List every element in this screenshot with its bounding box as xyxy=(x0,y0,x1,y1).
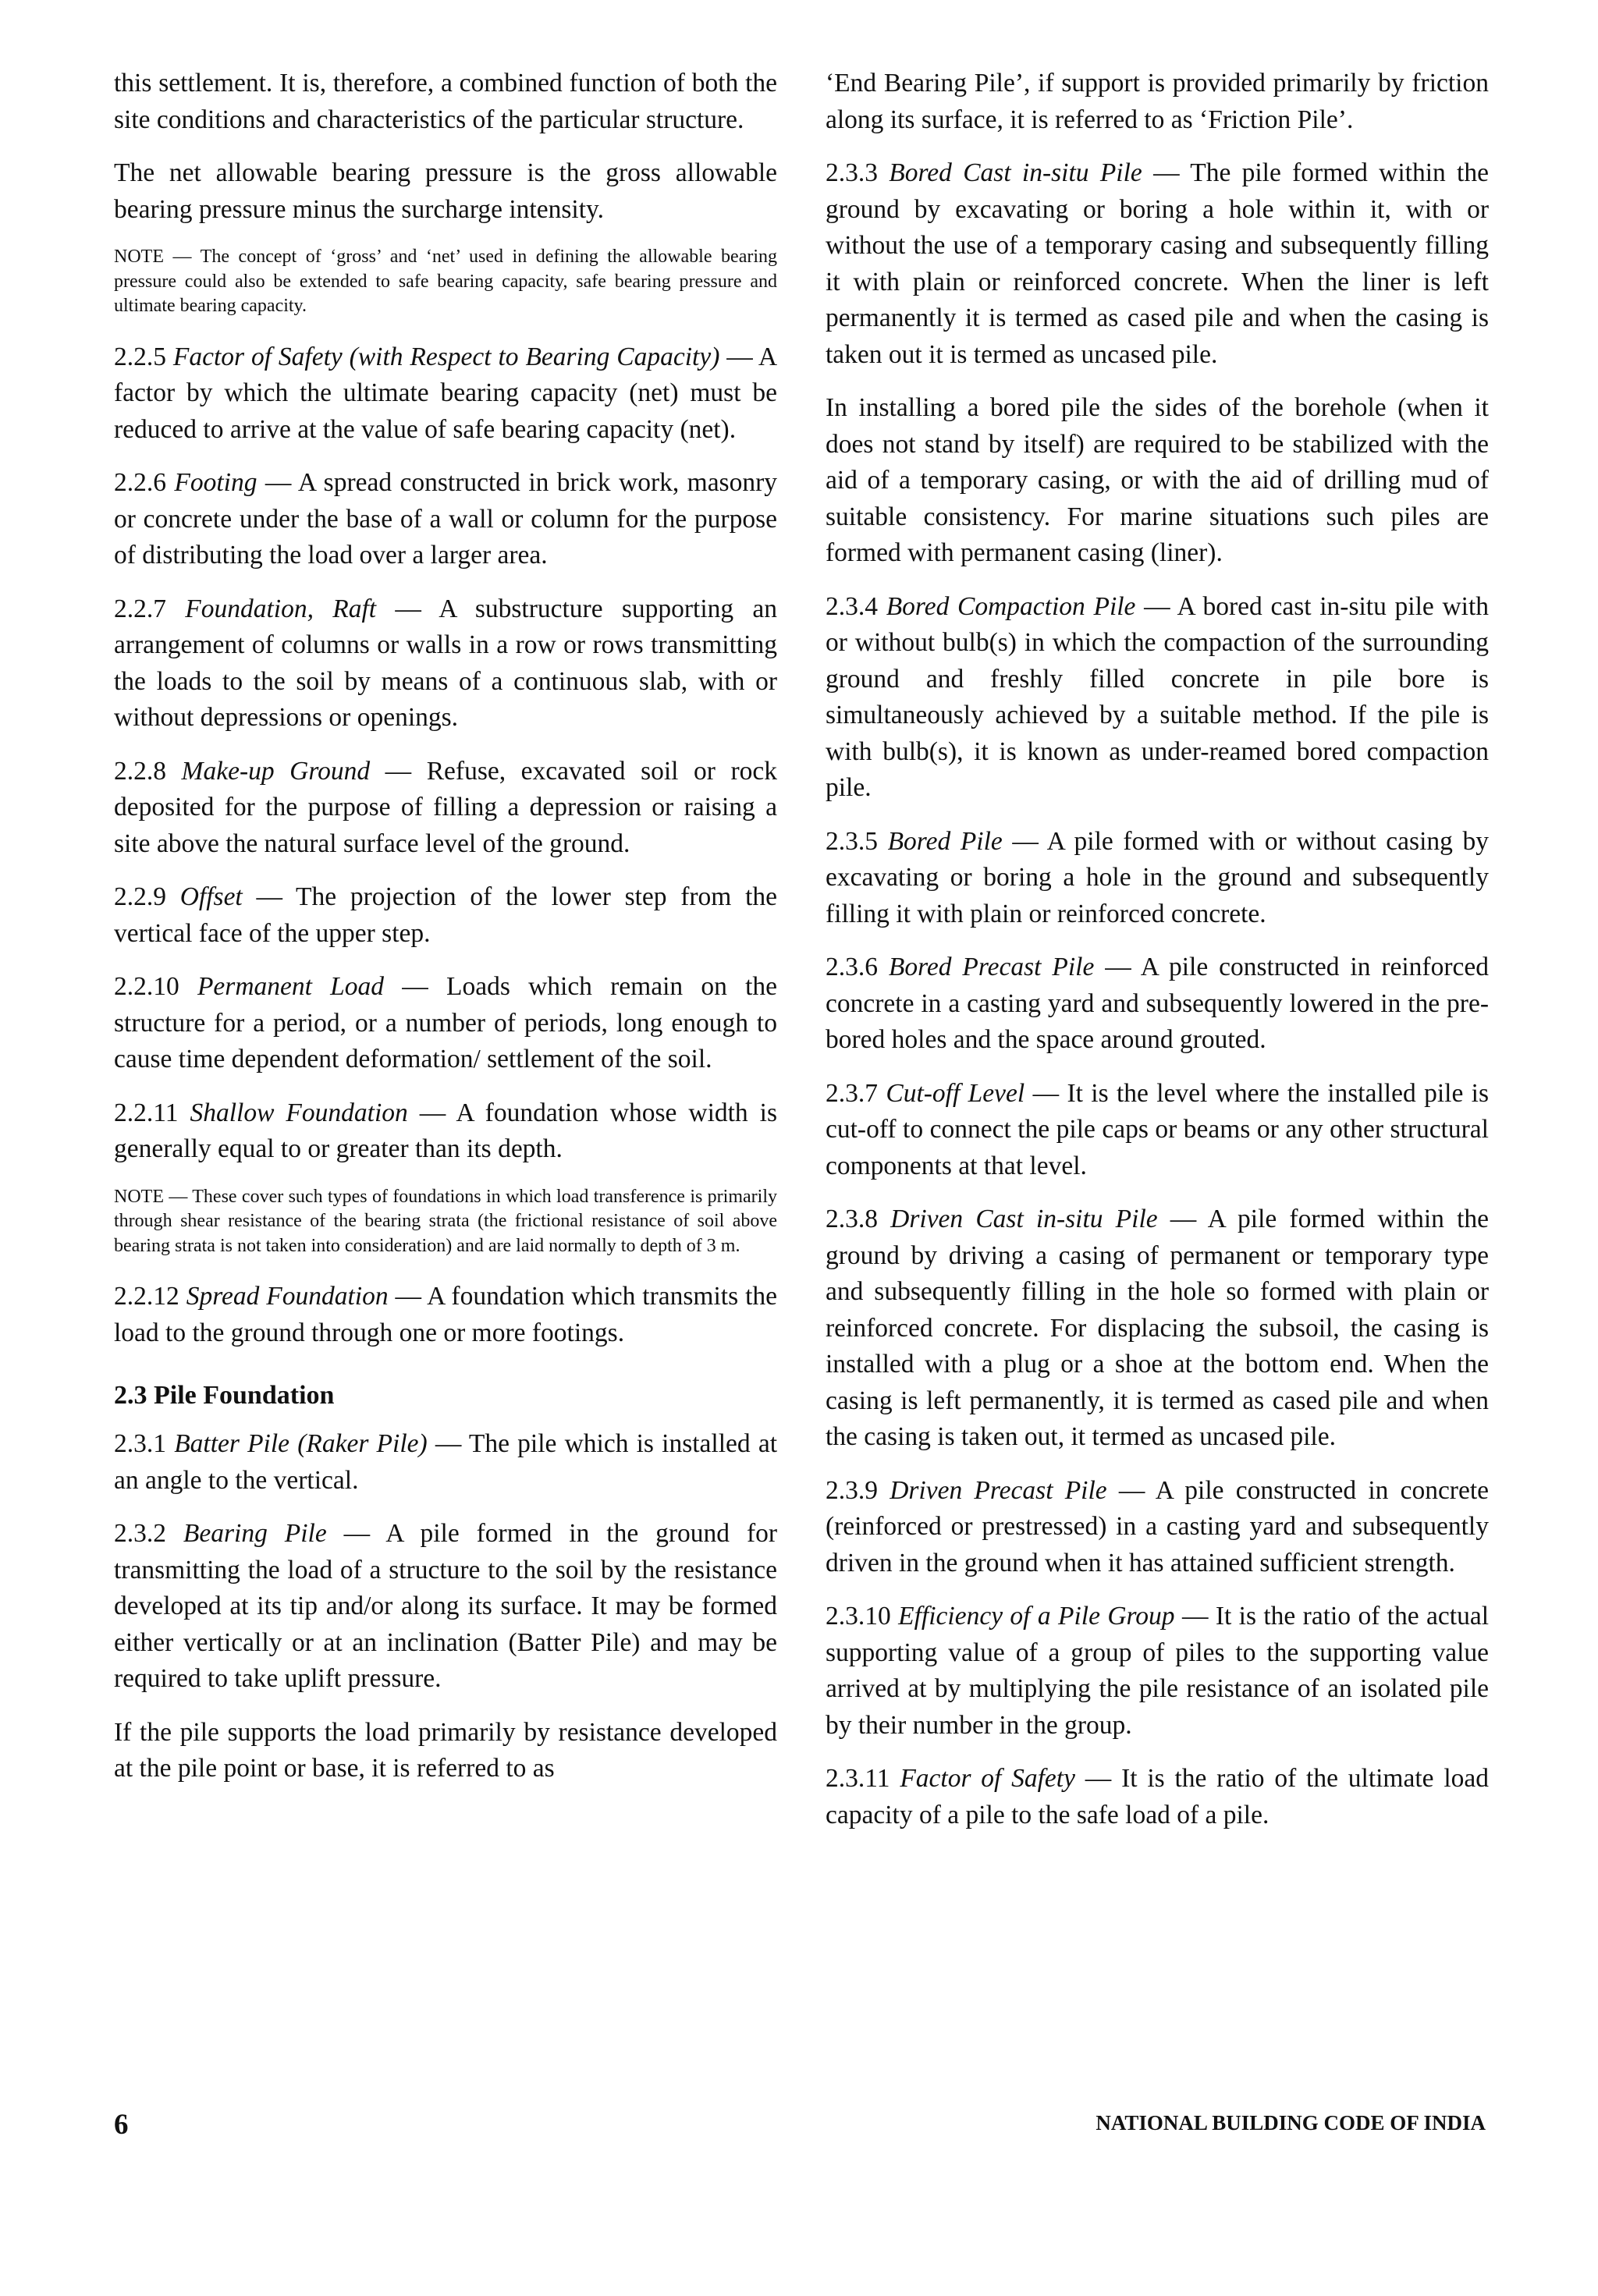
clause-definition: — Refuse, excavated soil or rock deposited for the purpose of filling a depression or raising a site above the natural surface level of the ground. xyxy=(114,756,777,858)
clause-term: Batter Pile (Raker Pile) xyxy=(174,1429,428,1458)
clause-number: 2.3.1 xyxy=(114,1429,166,1458)
clause-paragraph xyxy=(826,949,1489,1059)
clause-term: Bored Compaction Pile xyxy=(886,591,1136,621)
clause-paragraph xyxy=(114,754,777,863)
clause-number: 2.2.7 xyxy=(114,594,166,623)
clause-definition: — The pile formed within the ground by excavating or boring a hole within it, with or without the use of a temporary casing and subsequently filling it with plain or reinforced concrete. When the liner is left permanently it is termed as cased pile and when the casing is taken out it is termed as uncased pile. xyxy=(826,158,1489,369)
clause-definition: — A foundation which transmits the load to the ground through one or more footings. xyxy=(114,1282,777,1347)
clause-number: 2.2.9 xyxy=(114,882,166,911)
clause-term: Shallow Foundation xyxy=(190,1098,408,1127)
clause-term: Factor of Safety (with Respect to Bearing Capacity) xyxy=(172,342,720,371)
clause-paragraph xyxy=(114,465,777,574)
left-column xyxy=(114,66,777,1805)
clause-definition: — A pile constructed in concrete (reinforced or prestressed) in a casting yard and subsequently driven in the ground when it has attained sufficient strength. xyxy=(826,1475,1490,1577)
clause-number: 2.2.5 xyxy=(114,342,166,371)
clause-definition: — A bored cast in-situ pile with or without bulb(s) in which the compaction of the surrounding ground and freshly filled concrete in pile bore is simultaneously achieved by a suitable method. If the pile is with bulb(s), it is known as under-reamed bored compaction pile. xyxy=(826,591,1490,802)
clause-paragraph xyxy=(114,879,777,952)
clause-definition: — A factor by which the ultimate bearing capacity (net) must be reduced to arrive at the value of safe bearing capacity (net). xyxy=(114,342,778,444)
clause-term: Offset xyxy=(179,882,243,911)
clause-term: Cut-off Level xyxy=(886,1078,1025,1108)
clause-term: Spread Foundation xyxy=(186,1282,389,1311)
clause-number: 2.2.12 xyxy=(114,1282,179,1311)
clause-term: Bearing Pile xyxy=(183,1519,327,1548)
clause-term: Bored Precast Pile xyxy=(888,953,1095,981)
page-number: 6 xyxy=(114,2109,129,2141)
clause-number: 2.3.9 xyxy=(826,1475,878,1505)
clause-definition: — A pile formed with or without casing by excavating or boring a hole in the ground and subsequently filling it with plain or reinforced concrete. xyxy=(826,826,1489,928)
clause-paragraph xyxy=(826,1599,1489,1744)
clause-number: 2.3.4 xyxy=(826,591,878,621)
clause-number: 2.3.11 xyxy=(826,1764,890,1793)
clause-number: 2.3.7 xyxy=(826,1078,878,1108)
clause-definition: — It is the ratio of the ultimate load capacity of a pile to the safe load of a pile. xyxy=(826,1764,1490,1829)
clause-paragraph xyxy=(826,1473,1489,1582)
clause-number: 2.2.8 xyxy=(114,756,166,786)
clause-definition: — A spread constructed in brick work, masonry or concrete under the base of a wall or column for the purpose of distributing the load over a larger area. xyxy=(114,468,778,570)
clause-paragraph xyxy=(826,1761,1489,1833)
clause-definition: — A foundation whose width is generally equal to or greater than its depth. xyxy=(114,1098,777,1163)
clause-term: Make-up Ground xyxy=(181,756,371,786)
clause-number: 2.3.10 xyxy=(826,1602,891,1631)
running-footer-title: NATIONAL BUILDING CODE OF INDIA xyxy=(1096,2111,1486,2135)
clause-definition: — A pile constructed in reinforced concrete in a casting yard and subsequently lowered in the pre-bored holes and the space around grouted. xyxy=(826,953,1489,1054)
clause-paragraph xyxy=(114,1095,777,1168)
clause-definition: — It is the ratio of the actual supporting value of a group of piles to the supporting value arrived at by multiplying the pile resistance of an isolated pile by their number in the group. xyxy=(826,1602,1489,1740)
clause-number: 2.3.2 xyxy=(114,1519,166,1548)
body-paragraph: In installing a bored pile the sides of the borehole (when it does not stand by itself) are required to be stabilized with the aid of a temporary casing, or with the aid of drilling mud of suitable consistency. For marine situations such piles are formed with permanent casing (liner). xyxy=(826,393,1489,567)
clause-definition: — A pile formed within the ground by driving a casing of permanent or temporary type and subsequently filling in the hole so formed with plain or reinforced concrete. For displacing the subsoil, the casing is installed with a plug or a shoe at the bottom end. When the casing is left permanently, it is termed as cased pile and when the casing is taken out, it termed as uncased pile. xyxy=(826,1205,1490,1451)
clause-term: Driven Cast in-situ Pile xyxy=(890,1205,1158,1233)
clause-paragraph xyxy=(114,339,777,449)
right-column xyxy=(826,66,1489,1851)
clause-term: Bored Pile xyxy=(887,826,1003,856)
note-paragraph: NOTE — These cover such types of foundations in which load transference is primarily through shear resistance of the bearing strata (the frictional resistance of soil above bearing strata is not taken into consideration) and are laid normally to depth of 3 m. xyxy=(114,1186,777,1256)
clause-term: Factor of Safety xyxy=(900,1764,1075,1793)
clause-term: Efficiency of a Pile Group xyxy=(898,1602,1175,1631)
clause-number: 2.2.11 xyxy=(114,1098,179,1127)
clause-paragraph xyxy=(114,591,777,736)
clause-paragraph xyxy=(114,1279,777,1351)
clause-term: Permanent Load xyxy=(197,972,385,1001)
clause-definition: — A pile formed in the ground for transmitting the load of a structure to the soil by the resistance developed at its tip and/or along its surface. It may be formed either vertically or at an inclination (Batter Pile) and may be required to take uplift pressure. xyxy=(114,1519,777,1693)
clause-paragraph xyxy=(114,1516,777,1698)
clause-number: 2.3.3 xyxy=(826,158,878,187)
clause-term: Bored Cast in-situ Pile xyxy=(889,158,1142,187)
body-paragraph: The net allowable bearing pressure is the gross allowable bearing pressure minus the surcharge intensity. xyxy=(114,158,777,224)
clause-number: 2.2.6 xyxy=(114,468,166,497)
body-paragraph: ‘End Bearing Pile’, if support is provided primarily by friction along its surface, it is referred to as ‘Friction Pile’. xyxy=(826,69,1489,134)
clause-number: 2.3.6 xyxy=(826,953,878,981)
clause-paragraph xyxy=(826,1201,1489,1456)
clause-definition: — The pile which is installed at an angle to the vertical. xyxy=(114,1429,778,1495)
clause-paragraph xyxy=(826,1076,1489,1185)
body-paragraph: this settlement. It is, therefore, a combined function of both the site conditions and characteristics of the particular structure. xyxy=(114,69,777,134)
clause-number: 2.2.10 xyxy=(114,972,179,1001)
clause-paragraph xyxy=(826,589,1489,807)
clause-term: Footing xyxy=(174,468,257,497)
section-heading: 2.3 Pile Foundation xyxy=(114,1381,335,1410)
clause-paragraph xyxy=(114,969,777,1078)
clause-paragraph xyxy=(114,1426,777,1499)
clause-term: Driven Precast Pile xyxy=(890,1475,1107,1505)
clause-number: 2.3.8 xyxy=(826,1205,878,1233)
page-footer xyxy=(114,2108,1486,2139)
clause-term: Foundation, Raft xyxy=(185,594,377,623)
note-paragraph: NOTE — The concept of ‘gross’ and ‘net’ used in defining the allowable bearing pressure could also be extended to safe bearing capacity, safe bearing pressure and ultimate bearing capacity. xyxy=(114,247,777,316)
clause-paragraph xyxy=(826,824,1489,933)
clause-definition: — A substructure supporting an arrangement of columns or walls in a row or rows transmitting the loads to the soil by means of a continuous slab, with or without depressions or openings. xyxy=(114,594,778,732)
body-paragraph: If the pile supports the load primarily by resistance developed at the pile point or base, it is referred to as xyxy=(114,1717,777,1783)
clause-definition: — It is the level where the installed pile is cut-off to connect the pile caps or beams or any other structural components at that level. xyxy=(826,1078,1490,1180)
clause-number: 2.3.5 xyxy=(826,826,878,856)
clause-definition: — The projection of the lower step from the vertical face of the upper step. xyxy=(114,882,777,948)
clause-paragraph xyxy=(826,155,1489,373)
clause-definition: — Loads which remain on the structure for a period, or a number of periods, long enough to cause time dependent deformation/ settlement of the soil. xyxy=(114,972,778,1073)
